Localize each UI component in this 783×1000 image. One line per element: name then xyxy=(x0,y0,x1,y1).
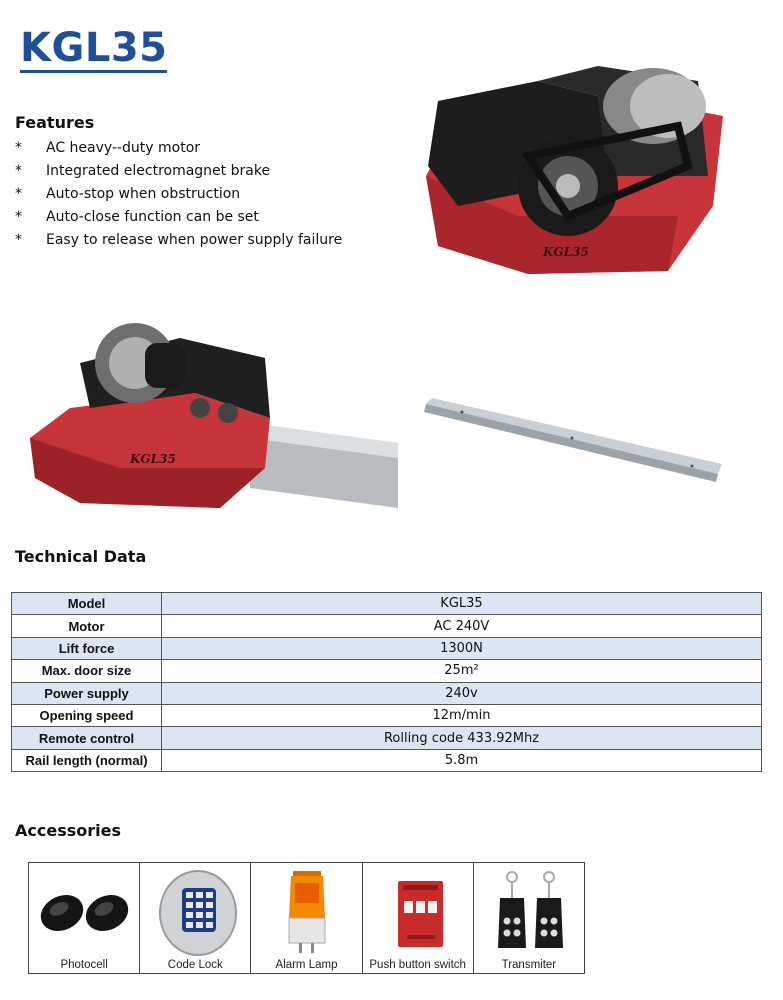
remote-icon xyxy=(474,863,584,971)
keypad-icon xyxy=(140,863,250,971)
bullet-marker: * xyxy=(15,163,22,180)
model-title: KGL35 xyxy=(20,25,168,71)
opener-top-image xyxy=(418,56,723,276)
spec-value: Rolling code 433.92Mhz xyxy=(162,727,762,749)
spec-value: 240v xyxy=(162,682,762,704)
opener-side-image xyxy=(20,318,398,512)
table-row xyxy=(12,704,762,726)
opener-side-label: KGL35 xyxy=(130,452,176,466)
spec-value: 12m/min xyxy=(162,704,762,726)
bullet-marker: * xyxy=(15,140,22,157)
spec-value: 1300N xyxy=(162,637,762,659)
accessory-caption: Push button switch xyxy=(369,959,466,971)
feature-text: Integrated electromagnet brake xyxy=(46,163,271,180)
bullet-marker: * xyxy=(15,208,22,225)
feature-text: Easy to release when power supply failure xyxy=(46,231,343,248)
feature-item xyxy=(15,228,342,251)
spec-value: KGL35 xyxy=(162,593,762,615)
feature-item xyxy=(15,183,342,206)
spec-label: Motor xyxy=(12,615,162,637)
accessories-heading: Accessories xyxy=(15,821,121,840)
spec-label: Remote control xyxy=(12,727,162,749)
table-row xyxy=(12,615,762,637)
alarm-lamp-icon xyxy=(251,863,361,971)
accessories-table xyxy=(28,862,585,974)
bullet-marker: * xyxy=(15,231,22,248)
feature-text: Auto-stop when obstruction xyxy=(46,185,241,202)
feature-text: AC heavy--duty motor xyxy=(46,140,201,157)
features-heading: Features xyxy=(15,113,95,132)
spec-value: 25m² xyxy=(162,660,762,682)
bullet-marker: * xyxy=(15,185,22,202)
feature-text: Auto-close function can be set xyxy=(46,208,259,225)
accessory-caption: Code Lock xyxy=(167,959,223,971)
table-row xyxy=(12,593,762,615)
spec-label: Lift force xyxy=(12,637,162,659)
spec-label: Max. door size xyxy=(12,660,162,682)
table-row xyxy=(12,637,762,659)
accessory-cell-code-lock xyxy=(140,863,251,974)
spec-value: AC 240V xyxy=(162,615,762,637)
technical-data-table xyxy=(11,592,762,772)
accessory-cell-push-button xyxy=(362,863,473,974)
photocell-icon xyxy=(29,863,139,971)
feature-item xyxy=(15,137,342,160)
table-row xyxy=(12,682,762,704)
accessory-cell-transmitter xyxy=(473,863,584,974)
table-row xyxy=(12,727,762,749)
accessory-caption: Transmiter xyxy=(501,959,557,971)
table-row xyxy=(12,660,762,682)
spec-value: 5.8m xyxy=(162,749,762,771)
features-list xyxy=(15,137,342,251)
accessory-cell-photocell xyxy=(29,863,140,974)
accessory-caption: Alarm Lamp xyxy=(275,959,338,971)
table-row xyxy=(12,749,762,771)
spec-label: Rail length (normal) xyxy=(12,749,162,771)
spec-label: Opening speed xyxy=(12,704,162,726)
push-button-icon xyxy=(363,863,473,971)
feature-item xyxy=(15,205,342,228)
spec-label: Model xyxy=(12,593,162,615)
spec-label: Power supply xyxy=(12,682,162,704)
opener-top-label: KGL35 xyxy=(543,245,589,259)
accessory-cell-alarm-lamp xyxy=(251,863,362,974)
accessory-caption: Photocell xyxy=(60,959,108,971)
technical-data-heading: Technical Data xyxy=(15,547,147,566)
rail-image xyxy=(422,392,724,492)
feature-item xyxy=(15,160,342,183)
